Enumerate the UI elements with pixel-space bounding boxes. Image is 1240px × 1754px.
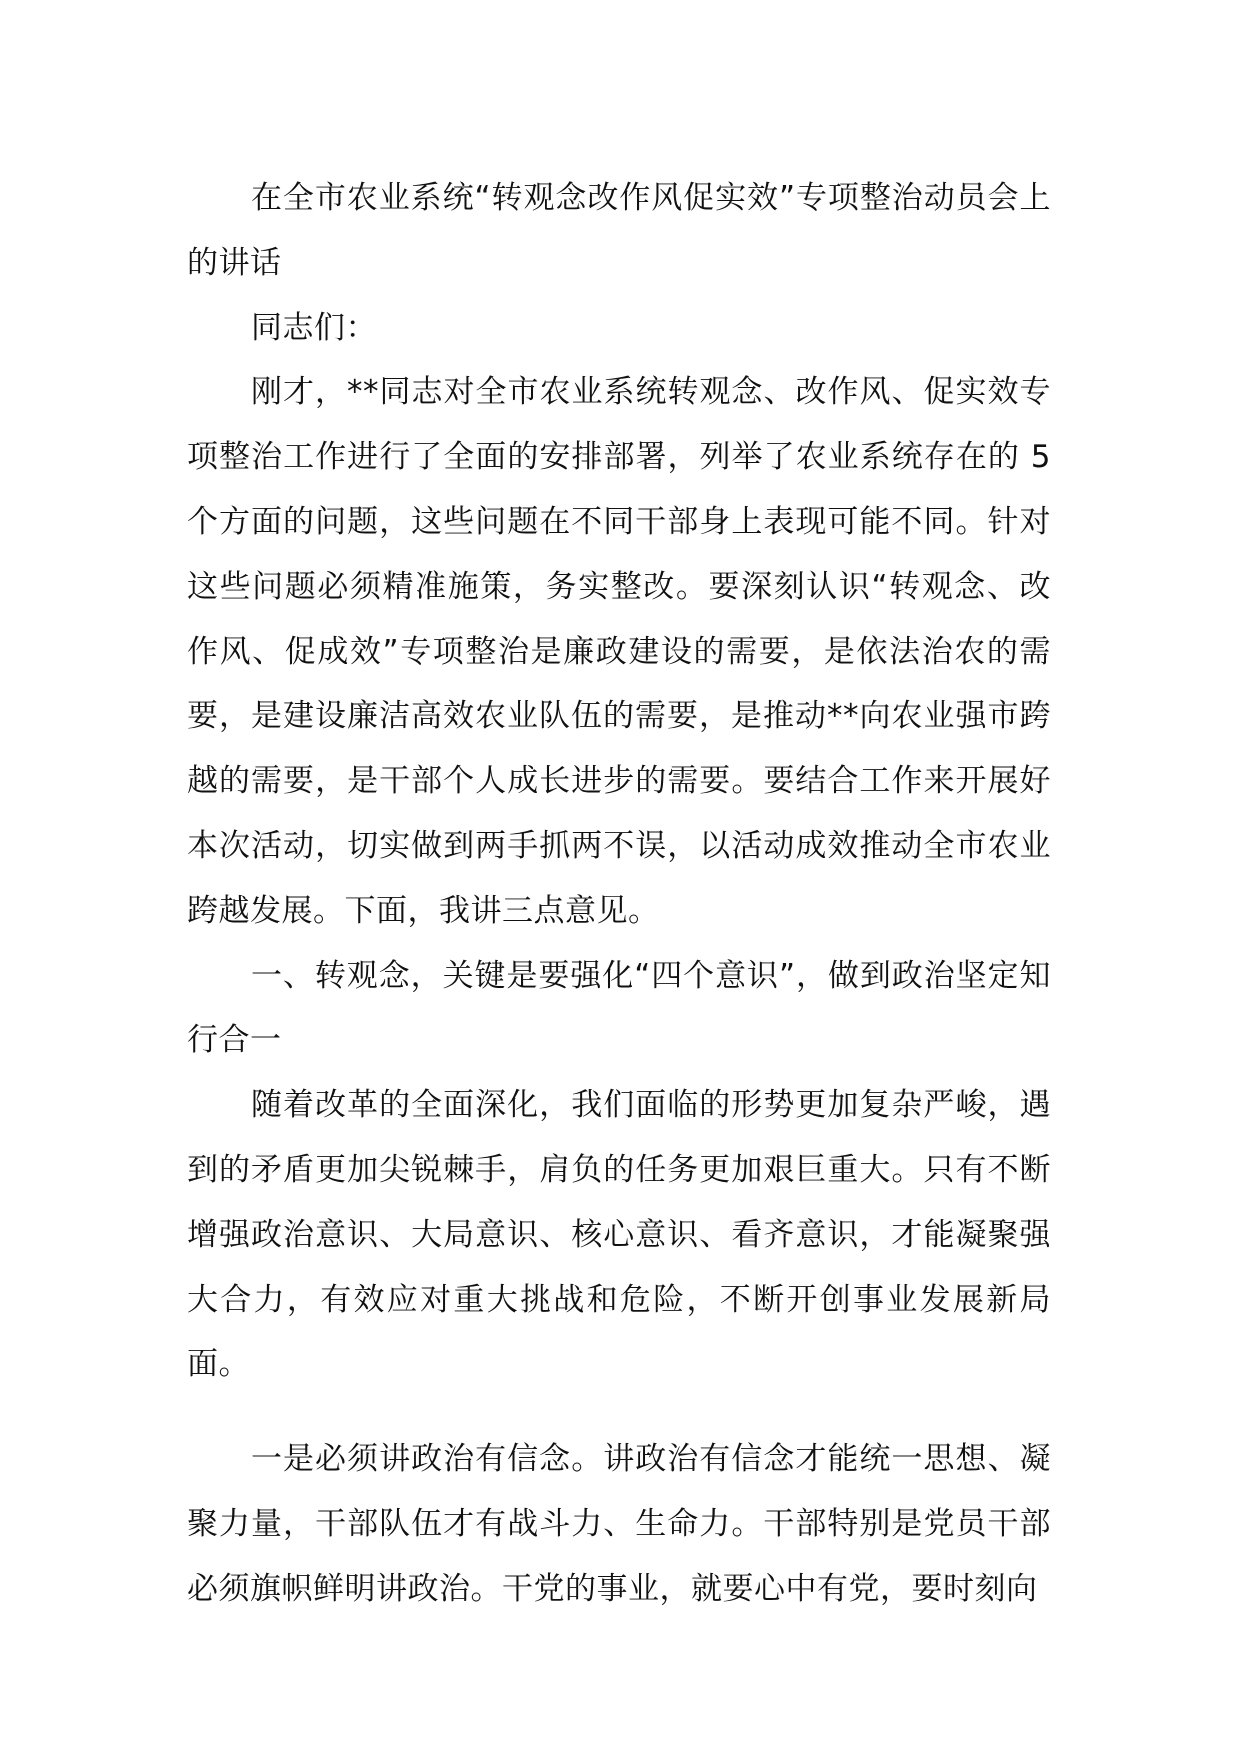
paragraph-intro: 刚才，**同志对全市农业系统转观念、改作风、促实效专项整治工作进行了全面的安排部署，列举了农业系统存在的 5 个方面的问题，这些问题在不同干部身上表现可能不同。针对这些问题必须精准施策，务实整改。要深刻认识“转观念、改作风、促成效”专项整治是廉政建设的需要，是依法治农的需要，是建设廉洁高效农业队伍的需要，是推动**向农业强市跨越的需要，是干部个人成长进步的需要。要结合工作来开展好本次活动，切实做到两手抓两不误，以活动成效推动全市农业跨越发展。下面，我讲三点意见。 <box>187 374 1051 929</box>
section-heading-1: 一、转观念，关键是要强化“四个意识”，做到政治坚定知行合一 <box>187 957 1051 1059</box>
salutation: 同志们： <box>251 309 377 346</box>
paragraph-point-1: 一是必须讲政治有信念。讲政治有信念才能统一思想、凝聚力量，干部队伍才有战斗力、生命力。干部特别是党员干部必须旗帜鲜明讲政治。干党的事业，就要心中有党，要时刻向 <box>187 1441 1051 1607</box>
document-body <box>187 166 1051 1622</box>
speech-title: 在全市农业系统“转观念改作风促实效”专项整治动员会上的讲话 <box>187 180 1051 281</box>
paragraph-context: 随着改革的全面深化，我们面临的形势更加复杂严峻，遇到的矛盾更加尖锐棘手，肩负的任务更加艰巨重大。只有不断增强政治意识、大局意识、核心意识、看齐意识，才能凝聚强大合力，有效应对重大挑战和危险，不断开创事业发展新局面。 <box>187 1087 1051 1383</box>
